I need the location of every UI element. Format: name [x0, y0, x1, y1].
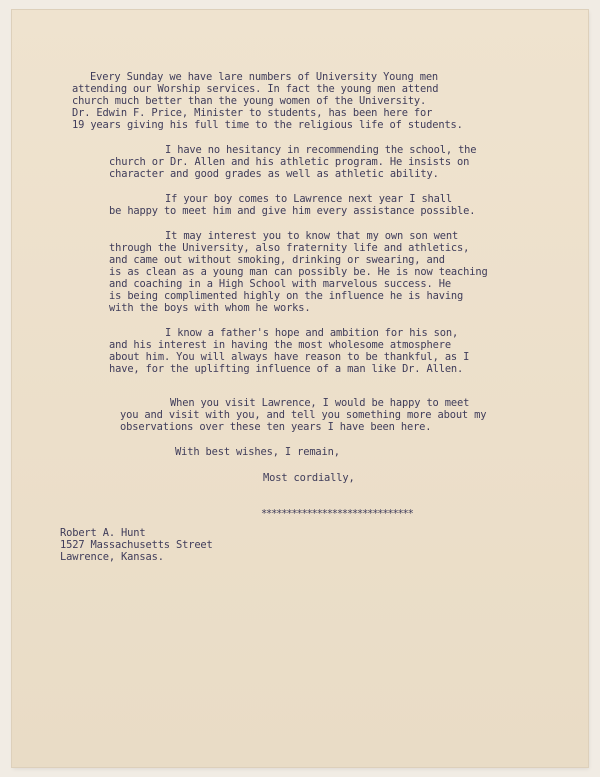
closing-salutation: With best wishes, I remain,	[175, 446, 340, 458]
letter-line: character and good grades as well as athletic ability.	[109, 168, 439, 180]
letter-line: Every Sunday we have lare numbers of University Young men	[90, 71, 439, 83]
letter-line: have, for the uplifting influence of a man like Dr. Allen.	[109, 363, 464, 375]
letter-line: be happy to meet him and give him every assistance possible.	[109, 205, 476, 217]
letter-line: Dr. Edwin F. Price, Minister to students, has been here for	[72, 107, 433, 119]
letter-line: church much better than the young women of the University.	[72, 95, 427, 107]
letter-line: church or Dr. Allen and his athletic program. He insists on	[109, 156, 470, 168]
letter-line: and his interest in having the most wholesome atmosphere	[109, 339, 451, 351]
letter-page	[12, 10, 588, 767]
letter-line: When you visit Lawrence, I would be happy to meet	[170, 397, 470, 409]
closing-complimentary: Most cordially,	[263, 472, 355, 484]
letter-line: is being complimented highly on the influence he is having	[109, 290, 464, 302]
letter-line: I know a father's hope and ambition for his son,	[165, 327, 459, 339]
signature-line: ******************************	[261, 508, 413, 520]
letter-line: attending our Worship services. In fact the young men attend	[72, 83, 439, 95]
letter-line: you and visit with you, and tell you something more about my	[120, 409, 487, 421]
letter-line: If your boy comes to Lawrence next year I shall	[165, 193, 452, 205]
letter-line: It may interest you to know that my own son went	[165, 230, 459, 242]
sender-name: Robert A. Hunt	[60, 527, 146, 539]
letter-line: 19 years giving his full time to the religious life of students.	[72, 119, 463, 131]
letter-line: and coaching in a High School with marvelous success. He	[109, 278, 451, 290]
letter-line: I have no hesitancy in recommending the school, the	[165, 144, 477, 156]
letter-line: is as clean as a young man can possibly be. He is now teaching	[109, 266, 488, 278]
letter-line: through the University, also fraternity life and athletics,	[109, 242, 470, 254]
letter-line: and came out without smoking, drinking or swearing, and	[109, 254, 445, 266]
letter-line: observations over these ten years I have been here.	[120, 421, 432, 433]
letter-line: about him. You will always have reason to be thankful, as I	[109, 351, 470, 363]
sender-city: Lawrence, Kansas.	[60, 551, 164, 563]
sender-street: 1527 Massachusetts Street	[60, 539, 213, 551]
letter-line: with the boys with whom he works.	[109, 302, 311, 314]
